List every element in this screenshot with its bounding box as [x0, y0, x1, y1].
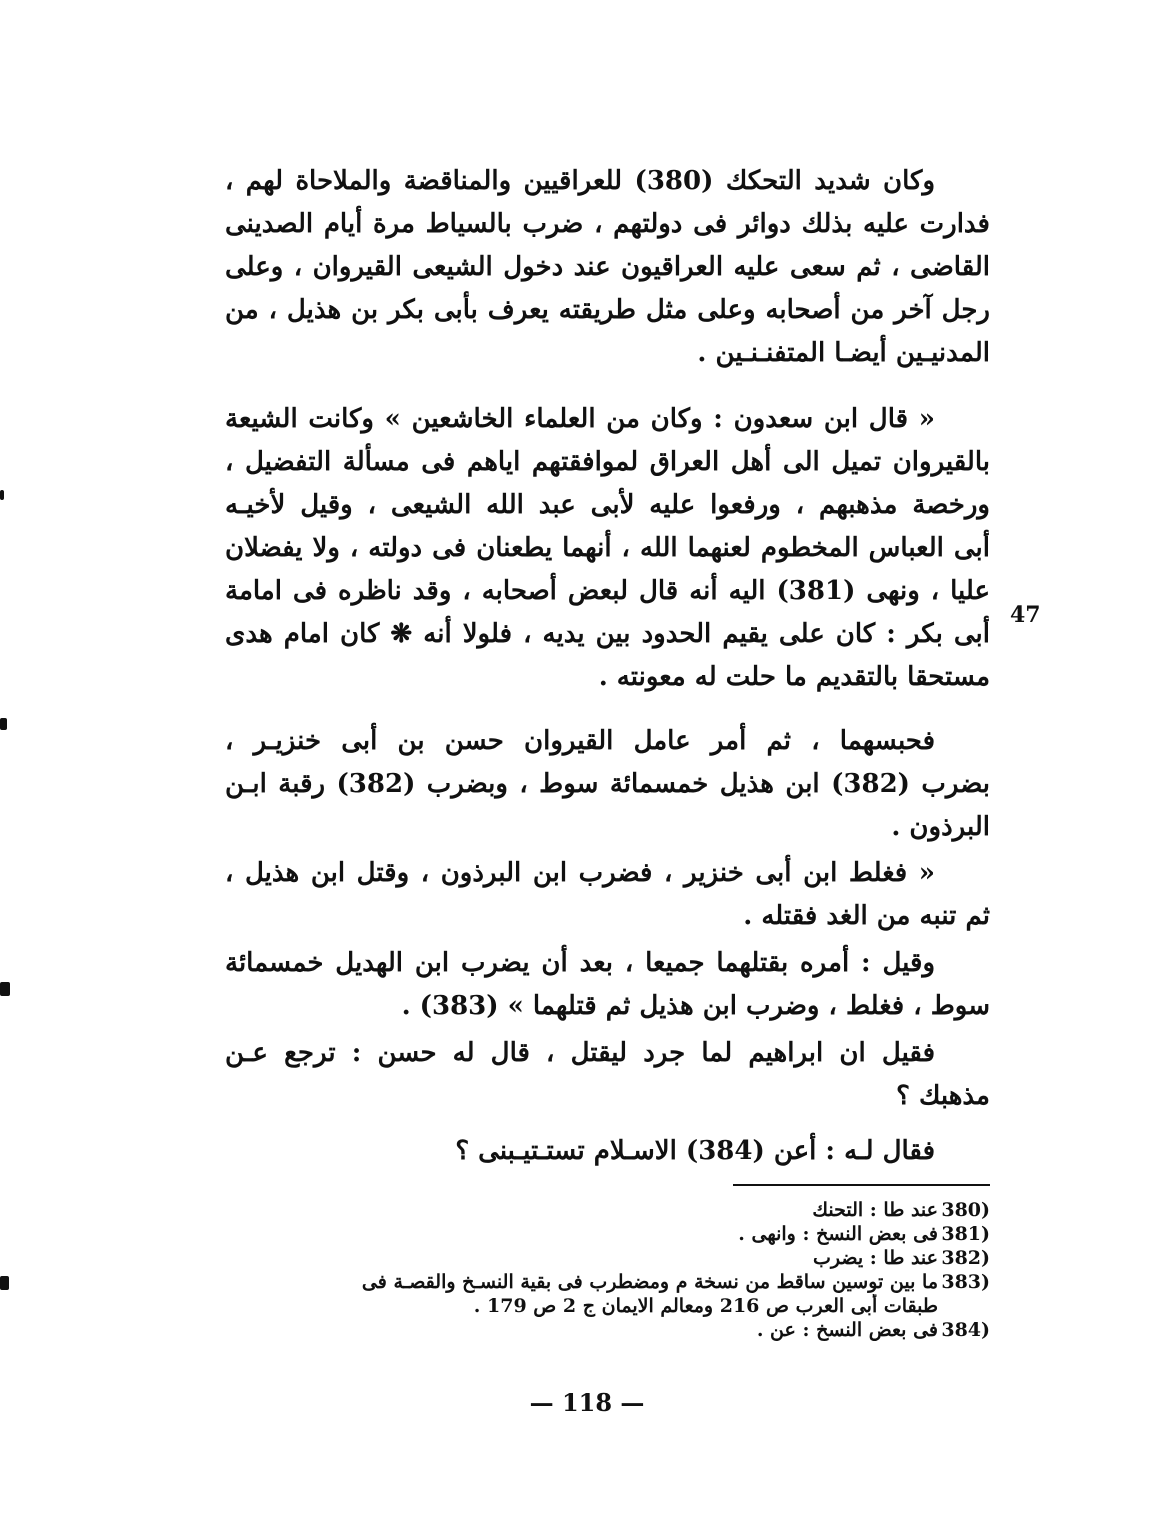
scan-edge-mark	[0, 490, 4, 500]
text-line: القاضى ، ثم سعى عليه العراقيون عند دخول الشيعى القيروان ، وعلى	[225, 252, 990, 282]
footnote-line: طبقات أبى العرب ص 216 ومعالم الايمان ج 2 ص 179 .	[473, 1295, 938, 1317]
footnote-item	[225, 1270, 990, 1318]
footnote-text	[225, 1246, 938, 1270]
footnote-line: عند طا : التحنك	[812, 1199, 938, 1221]
text-line: وقيل : أمره بقتلهما جميعا ، بعد أن يضرب ابن الهديل خمسمائة	[225, 948, 935, 978]
footnotes	[225, 1198, 990, 1342]
text-line: عليا ، ونهى (381) اليه أنه قال لبعض أصحابه ، وقد ناظره فى امامة	[225, 576, 990, 606]
text-line: المدنيـين أيضـا المتفنـنـين .	[697, 338, 990, 368]
footnote-number: 383)	[941, 1271, 990, 1293]
page-number: — 118 —	[529, 1388, 645, 1417]
scan-edge-mark	[0, 718, 7, 730]
footnote-number: 384)	[941, 1319, 990, 1341]
paragraph-7	[225, 1130, 990, 1173]
text-line: مذهبك ؟	[896, 1081, 990, 1111]
footnote-number: 382)	[941, 1247, 990, 1269]
text-line: وكان شديد التحكك (380) للعراقيين والمناقضة والملاحاة لهم ،	[225, 166, 935, 196]
paragraph-5	[225, 942, 990, 1028]
paragraph-6	[225, 1032, 990, 1118]
footnote-divider	[733, 1184, 990, 1186]
text-line: البرذون .	[891, 812, 990, 842]
footnote-text	[225, 1318, 938, 1342]
footnote-line: ما بين توسين ساقط من نسخة م ومضطرب فى بقية النسـخ والقصـة فى	[361, 1271, 938, 1293]
footnote-line: فى بعض النسخ : وانهى .	[738, 1223, 938, 1245]
text-line: أبى العباس المخطوم لعنهما الله ، أنهما يطعنان فى دولته ، ولا يفضلان	[225, 533, 990, 563]
margin-folio-number: 47	[1010, 602, 1041, 628]
scan-edge-mark	[0, 1276, 9, 1290]
text-line: فقيل ان ابراهيم لما جرد ليقتل ، قال له حسن : ترجع عـن	[225, 1038, 935, 1068]
text-line: بالقيروان تميل الى أهل العراق لموافقتهم اياهم فى مسألة التفضيل ،	[225, 447, 990, 477]
footnote-text	[225, 1270, 938, 1318]
text-line: ثم تنبه من الغد فقتله .	[743, 901, 990, 931]
text-line: سوط ، فغلط ، وضرب ابن هذيل ثم قتلهما » (383) .	[401, 991, 990, 1021]
footnote-line: فى بعض النسخ : عن .	[756, 1319, 938, 1341]
footnote-item	[225, 1222, 990, 1246]
scan-edge-mark	[0, 982, 10, 996]
footnote-item	[225, 1246, 990, 1270]
text-line: فحبسهما ، ثم أمر عامل القيروان حسن بن أبى خنزيـر ،	[225, 726, 935, 756]
text-line: مستحقا بالتقديم ما حلت له معونته .	[598, 662, 990, 692]
text-line: فقال لـه : أعن (384) الاسـلام تستـتيـبنى ؟	[455, 1136, 935, 1166]
footnote-item	[225, 1318, 990, 1342]
text-line: رجل آخر من أصحابه وعلى مثل طريقته يعرف بأبى بكر بن هذيل ، من	[225, 295, 990, 325]
text-line: أبى بكر : كان على يقيم الحدود بين يديه ، فلولا أنه ❋ كان امام هدى	[225, 619, 990, 649]
paragraph-2	[225, 398, 990, 699]
footnote-text	[225, 1222, 938, 1246]
text-line: ورخصة مذهبهم ، ورفعوا عليه لأبى عبد الله الشيعى ، وقيل لأخيـه	[225, 490, 990, 520]
paragraph-4	[225, 852, 990, 938]
footnote-line: عند طا : يضرب	[813, 1247, 938, 1269]
footnote-number: 380)	[941, 1199, 990, 1221]
text-line: فدارت عليه بذلك دوائر فى دولتهم ، ضرب بالسياط مرة أيام الصدينى	[225, 209, 990, 239]
paragraph-3	[225, 720, 990, 849]
footnote-text	[225, 1198, 938, 1222]
text-line: « فغلط ابن أبى خنزير ، فضرب ابن البرذون ، وقتل ابن هذيل ،	[225, 858, 935, 888]
text-line: « قال ابن سعدون : وكان من العلماء الخاشعين » وكانت الشيعة	[225, 404, 935, 434]
paragraph-1	[225, 160, 990, 375]
text-line: بضرب (382) ابن هذيل خمسمائة سوط ، وبضرب (382) رقبة ابـن	[225, 769, 990, 799]
footnote-number: 381)	[941, 1223, 990, 1245]
footnote-item	[225, 1198, 990, 1222]
